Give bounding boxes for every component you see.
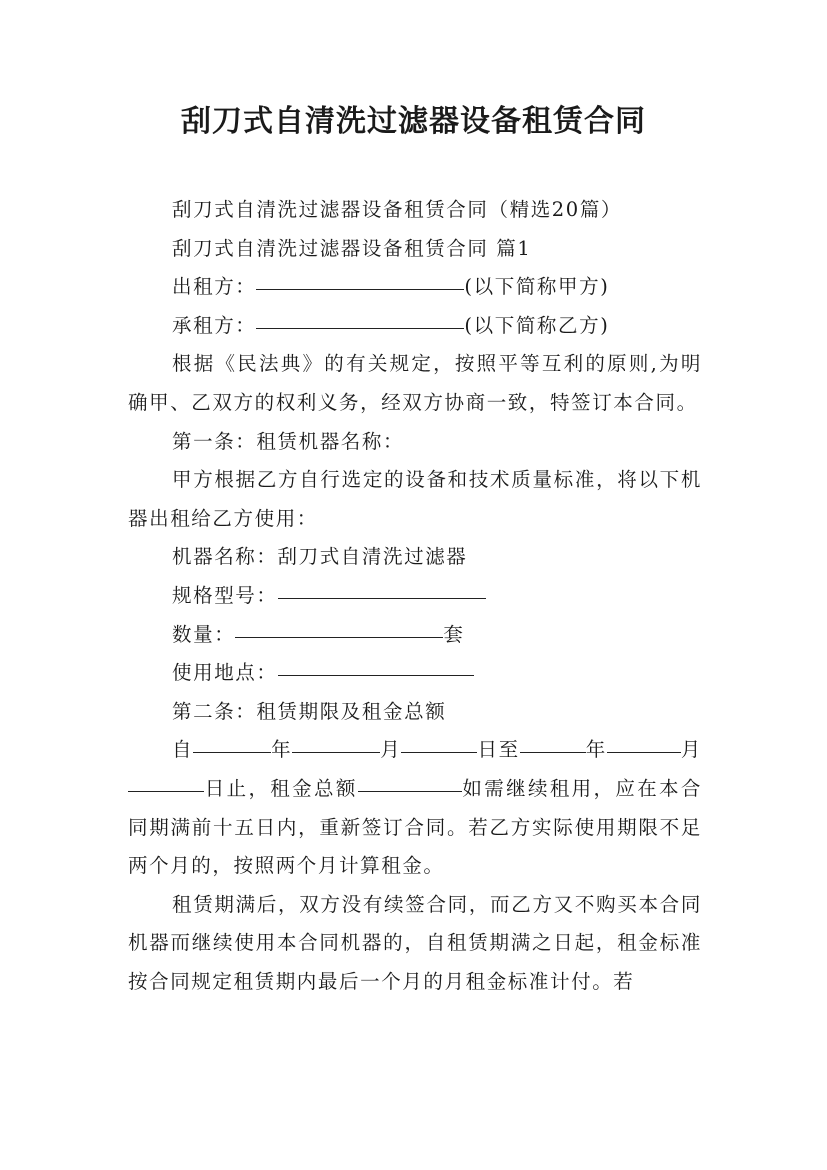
quantity-unit: 套 (443, 622, 465, 646)
document-title: 刮刀式自清洗过滤器设备租赁合同 (181, 104, 646, 139)
quantity-line (128, 616, 702, 655)
location-blank (278, 674, 474, 676)
spec-blank (278, 597, 486, 599)
preamble-paragraph: 根据《民法典》的有关规定，按照平等互利的原则,为明确甲、乙双方的权利义务，经双方协商一致，特签订本合同。 (128, 352, 702, 414)
article1-heading: 第一条：租赁机器名称： (172, 429, 405, 453)
term-end-year-blank (520, 751, 586, 753)
lessee-label: 承租方： (172, 313, 257, 337)
term-month2: 月 (680, 738, 702, 762)
machine-name-line: 机器名称：刮刀式自清洗过滤器 (172, 545, 468, 569)
location-line (128, 654, 702, 693)
term-month: 月 (380, 738, 402, 762)
article2-heading: 第二条：租赁期限及租金总额 (172, 699, 447, 723)
location-label: 使用地点： (172, 661, 278, 685)
lessee-line (128, 307, 702, 346)
lessor-blank (256, 288, 464, 290)
lessee-suffix: (以下简称乙方) (464, 313, 610, 337)
lessor-label: 出租方： (172, 275, 257, 299)
lessor-suffix: (以下简称甲方) (464, 275, 610, 299)
article1-body: 甲方根据乙方自行选定的设备和技术质量标准，将以下机器出租给乙方使用： (128, 468, 702, 530)
term-year2: 年 (585, 738, 607, 762)
term-paragraph (128, 731, 702, 885)
total-rent-blank (358, 790, 462, 792)
term-from: 自 (172, 738, 194, 762)
term-start-year-blank (193, 751, 271, 753)
quantity-label: 数量： (172, 622, 236, 646)
term-end-day-blank (128, 790, 204, 792)
spec-label: 规格型号： (172, 583, 278, 607)
term-start-month-blank (292, 751, 380, 753)
term-end-rent: 日止，租金总额 (204, 776, 358, 800)
term-rest: 如需继续租用，应在本合同期满前十五日内，重新签订合同。若乙方实际使用期限不足两个月的，按照两个月计算租金。 (128, 776, 703, 878)
spec-line (128, 577, 702, 616)
term-start-day-blank (401, 751, 477, 753)
overdue-paragraph: 租赁期满后，双方没有续签合同，而乙方又不购买本合同机器而继续使用本合同机器的，自租赁期满之日起，租金标准按合同规定租赁期内最后一个月的月租金标准计付。若 (128, 892, 702, 993)
term-day-to: 日至 (477, 738, 520, 762)
quantity-blank (235, 636, 443, 638)
lessee-blank (256, 327, 464, 329)
subtitle-line: 刮刀式自清洗过滤器设备租赁合同（精选20篇） (172, 198, 623, 221)
term-year: 年 (271, 738, 293, 762)
document-body (128, 191, 702, 1001)
term-end-month-blank (607, 751, 681, 753)
chapter-heading: 刮刀式自清洗过滤器设备租赁合同 篇1 (172, 236, 532, 260)
lessor-line (128, 268, 702, 307)
